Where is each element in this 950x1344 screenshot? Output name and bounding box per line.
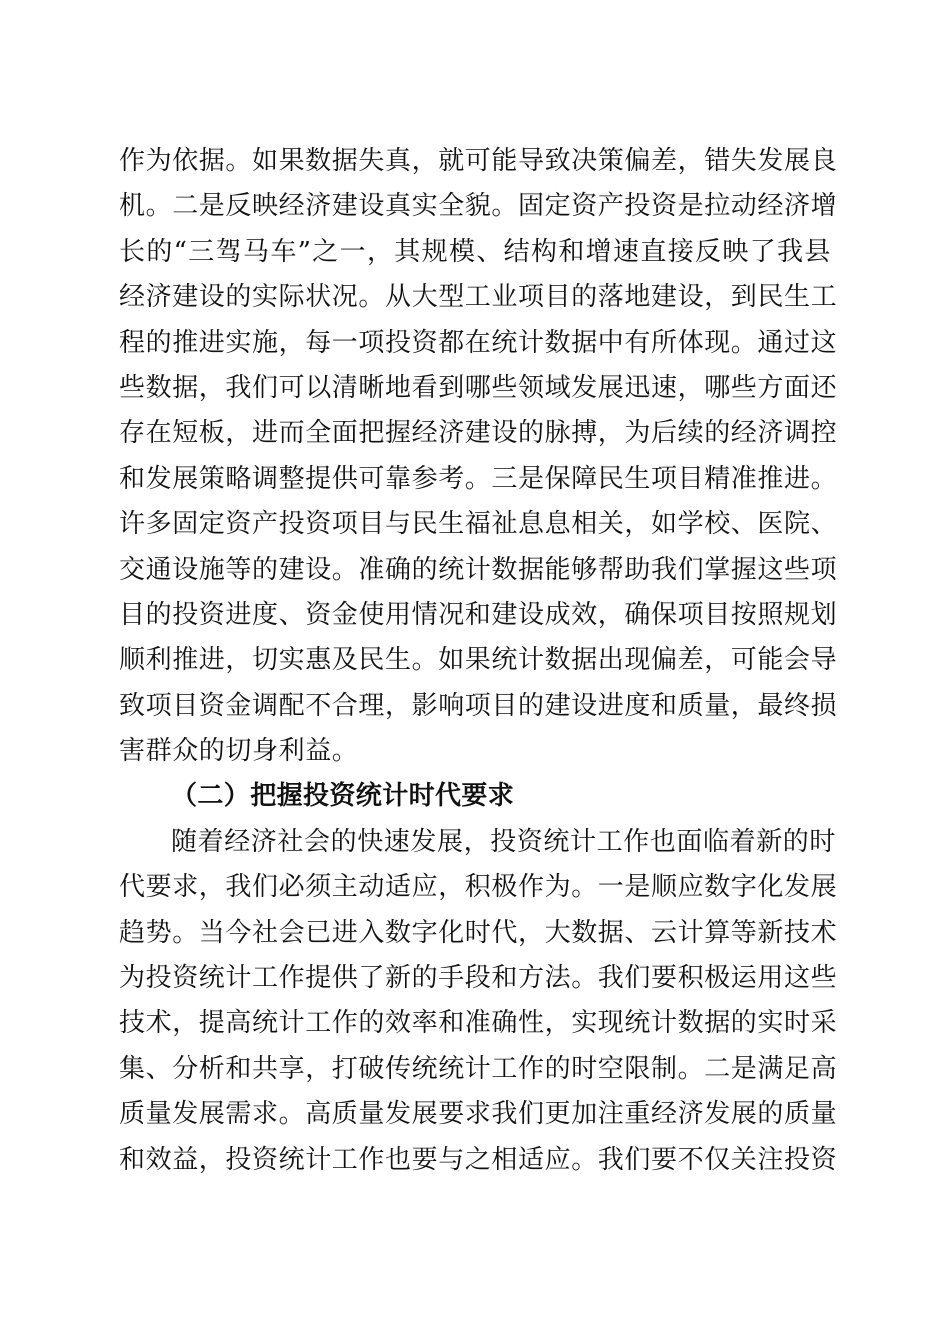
paragraph-1-line: 些数据，我们可以清晰地看到哪些领域发展迅速，哪些方面还 bbox=[119, 372, 838, 403]
paragraph-1-line: 顺利推进，切实惠及民生。如果统计数据出现偏差，可能会导 bbox=[119, 645, 838, 676]
document-body bbox=[119, 139, 838, 1183]
paragraph-2-line: 为投资统计工作提供了新的手段和方法。我们要积极运用这些 bbox=[119, 963, 838, 994]
paragraph-2-line: 代要求，我们必须主动适应，积极作为。一是顺应数字化发展 bbox=[119, 872, 838, 903]
paragraph-2-line: 集、分析和共享，打破传统统计工作的时空限制。二是满足高 bbox=[119, 1053, 838, 1084]
paragraph-1-line: 存在短板，进而全面把握经济建设的脉搏，为后续的经济调控 bbox=[119, 418, 838, 449]
paragraph-2-line: 技术，提高统计工作的效率和准确性，实现统计数据的实时采 bbox=[119, 1008, 838, 1039]
section-heading: （二）把握投资统计时代要求 bbox=[171, 781, 515, 812]
paragraph-1-line: 经济建设的实际状况。从大型工业项目的落地建设，到民生工 bbox=[119, 282, 838, 313]
paragraph-1-line: 长的“三驾马车”之一，其规模、结构和增速直接反映了我县 bbox=[119, 236, 831, 267]
paragraph-2-line: 趋势。当今社会已进入数字化时代，大数据、云计算等新技术 bbox=[119, 917, 838, 948]
paragraph-1-line: 交通设施等的建设。准确的统计数据能够帮助我们掌握这些项 bbox=[119, 554, 838, 585]
paragraph-1-line: 程的推进实施，每一项投资都在统计数据中有所体现。通过这 bbox=[119, 327, 838, 358]
paragraph-1-line: 目的投资进度、资金使用情况和建设成效，确保项目按照规划 bbox=[119, 599, 838, 630]
paragraph-1-line: 机。二是反映经济建设真实全貌。固定资产投资是拉动经济增 bbox=[119, 191, 838, 222]
paragraph-2-line: 和效益，投资统计工作也要与之相适应。我们要不仅关注投资 bbox=[119, 1144, 838, 1175]
paragraph-2-line: 随着经济社会的快速发展，投资统计工作也面临着新的时 bbox=[171, 826, 837, 857]
paragraph-1-line: 和发展策略调整提供可靠参考。三是保障民生项目精准推进。 bbox=[119, 463, 838, 494]
paragraph-1-line: 作为依据。如果数据失真，就可能导致决策偏差，错失发展良 bbox=[119, 146, 838, 176]
paragraph-1-line: 致项目资金调配不合理，影响项目的建设进度和质量，最终损 bbox=[119, 690, 838, 721]
paragraph-1-line: 害群众的切身利益。 bbox=[119, 736, 359, 767]
paragraph-2-line: 质量发展需求。高质量发展要求我们更加注重经济发展的质量 bbox=[119, 1099, 838, 1130]
paragraph-1-line: 许多固定资产投资项目与民生福祉息息相关，如学校、医院、 bbox=[119, 509, 838, 540]
